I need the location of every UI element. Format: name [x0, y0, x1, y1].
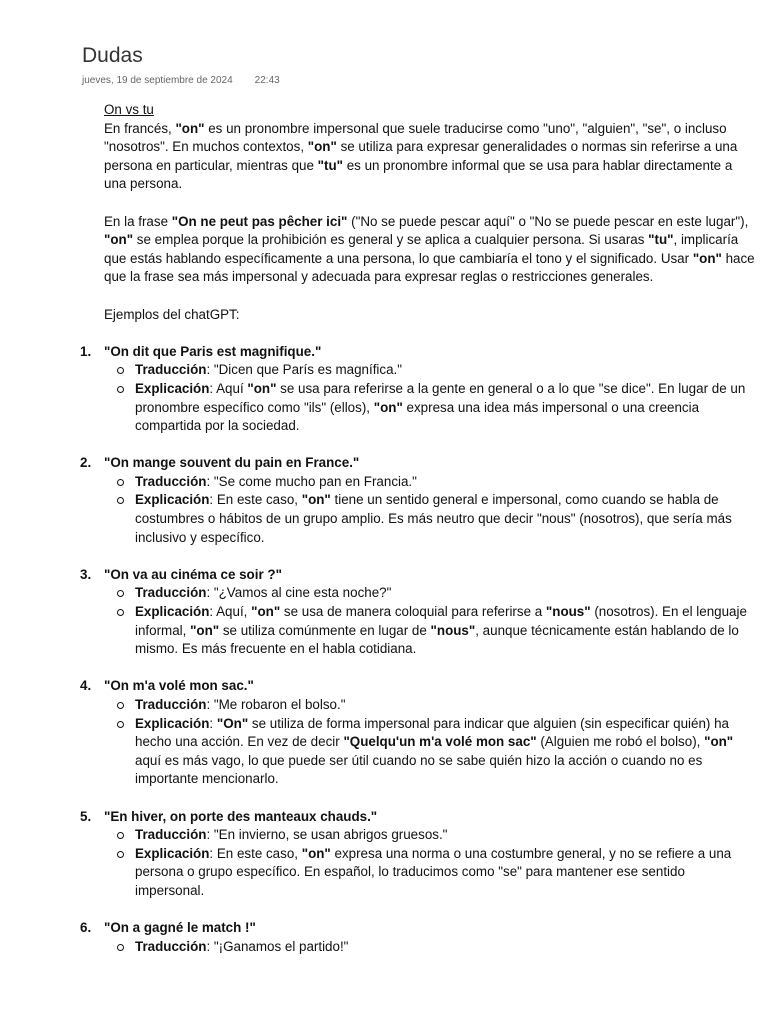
example-detail: [104, 491, 756, 547]
text-run: expresa una idea más impersonal o una creencia compartida por la sociedad.: [135, 399, 700, 434]
hollow-bullet-icon: [117, 497, 124, 504]
text-run: ("No se puede pescar aquí" o "No se puede pescar en este lugar"),: [347, 213, 749, 229]
bold-text: "on": [301, 492, 331, 508]
bold-text: "On ne peut pas pêcher ici": [171, 213, 348, 229]
hollow-bullet-icon: [117, 479, 124, 486]
bold-text: "on": [247, 380, 277, 396]
text-run: es un pronombre impersonal que suele traducirse como "uno", "alguien", "se", o incluso "nosotros". En muchos contextos,: [104, 120, 727, 155]
hollow-bullet-icon: [117, 386, 124, 393]
bold-text: "tu": [648, 232, 674, 248]
examples-list: [80, 343, 756, 957]
text-run: aquí es más vago, lo que puede ser útil cuando no se sabe quién hizo la acción o cuando no es importante mencionarlo.: [135, 752, 703, 787]
text-run: tiene un sentido general e impersonal, como cuando se habla de costumbres o hábitos de un grupo amplio. Es más neutro que decir "nous" (nosotros), que sería más inclusivo y específico.: [135, 492, 732, 545]
example-phrase: "On a gagné le match !": [104, 920, 256, 936]
hollow-bullet-icon: [117, 590, 124, 597]
text-run: se utiliza comúnmente en lugar de: [219, 622, 431, 638]
spacer: [104, 324, 756, 343]
example-item: [80, 677, 756, 789]
example-detail: [104, 938, 756, 957]
example-item: [80, 454, 756, 547]
example-item: [80, 566, 756, 659]
example-heading: [80, 454, 756, 473]
example-phrase: "On va au cinéma ce soir ?": [104, 566, 282, 582]
text-run: (nosotros). En el lenguaje informal,: [135, 604, 747, 638]
example-number: 1.: [80, 343, 92, 359]
example-heading: [80, 919, 756, 938]
text-run: En la frase: [104, 213, 172, 229]
spacer: [104, 789, 756, 808]
example-number: 2.: [80, 455, 92, 471]
example-heading: [80, 343, 756, 362]
examples-intro: Ejemplos del chatGPT:: [104, 306, 240, 322]
hollow-bullet-icon: [117, 832, 124, 839]
example-heading: [80, 808, 756, 827]
spacer: [104, 547, 756, 566]
bold-text: Explicación: [135, 845, 210, 861]
bold-text: Traducción: [135, 585, 207, 601]
note-time: 22:43: [254, 75, 280, 86]
bold-text: "on": [175, 120, 205, 136]
example-number: 5.: [80, 808, 92, 824]
bold-text: Explicación: [135, 715, 210, 731]
spacer: [104, 194, 756, 213]
example-heading: [80, 566, 756, 585]
example-item: [80, 343, 756, 436]
example-phrase: "En hiver, on porte des manteaux chauds.": [104, 808, 378, 824]
bold-text: "nous": [545, 604, 591, 620]
bold-text: Traducción: [135, 827, 207, 843]
example-detail: [104, 361, 756, 380]
bold-text: "On": [216, 715, 249, 731]
example-phrase: "On mange souvent du pain en France.": [104, 455, 360, 471]
example-item: [80, 919, 756, 956]
bold-text: "on": [190, 622, 220, 638]
bold-text: "on": [251, 604, 281, 620]
text-run: se utiliza de forma impersonal para indicar que alguien (sin especificar quién) ha hecho una acción. En vez de decir: [135, 715, 730, 750]
text-run: : "¡Ganamos el partido!": [206, 938, 349, 954]
bold-text: Traducción: [135, 362, 207, 378]
text-run: (Alguien me robó el bolso),: [536, 734, 705, 750]
example-detail: [104, 696, 756, 715]
text-run: se usa para referirse a la gente en general o a lo que "se dice". En lugar de un pronombre específico como "ils" (ellos),: [135, 380, 746, 415]
text-run: : "Me robaron el bolso.": [206, 697, 346, 712]
hollow-bullet-icon: [117, 702, 124, 709]
example-phrase: "On dit que Paris est magnifique.": [104, 343, 322, 359]
paragraph-2: [104, 213, 756, 287]
hollow-bullet-icon: [117, 367, 124, 374]
spacer: [104, 287, 756, 306]
example-item: [80, 808, 756, 901]
hollow-bullet-icon: [117, 851, 124, 858]
bold-text: Traducción: [135, 473, 207, 489]
example-number: 6.: [80, 920, 92, 936]
example-detail: [104, 826, 756, 845]
text-run: se emplea porque la prohibición es general y se aplica a cualquier persona. Si usaras: [133, 232, 649, 248]
text-run: : "Se come mucho pan en Francia.": [206, 473, 417, 489]
example-number: 3.: [80, 566, 92, 582]
text-run: se usa de manera coloquial para referirse a: [280, 604, 546, 620]
spacer: [104, 659, 756, 678]
spacer: [104, 901, 756, 920]
example-detail: [104, 715, 756, 789]
text-run: : Aquí,: [209, 604, 252, 620]
text-run: , aunque técnicamente están hablando de lo mismo. Es más frecuente en el habla cotidiana.: [135, 622, 739, 657]
paragraph-1: [104, 120, 756, 194]
bold-text: Explicación: [135, 492, 210, 508]
text-run: : "Dicen que París es magnífica.": [206, 362, 403, 378]
example-heading: [80, 677, 756, 696]
text-run: : En este caso,: [209, 845, 302, 861]
bold-text: "on": [692, 250, 722, 266]
text-run: hace que la frase sea más impersonal y adecuada para expresar reglas o restricciones generales.: [104, 250, 755, 285]
bold-text: "on": [373, 399, 403, 415]
text-run: En francés,: [104, 120, 176, 136]
text-run: : Aquí: [209, 380, 248, 396]
bold-text: "on": [307, 139, 337, 155]
section-subtitle: On vs tu: [104, 102, 154, 117]
hollow-bullet-icon: [117, 609, 124, 616]
text-run: : En este caso,: [209, 492, 302, 508]
example-detail: [104, 845, 756, 901]
bold-text: Explicación: [135, 380, 210, 396]
text-run: , implicaría que estás hablando específicamente a una persona, lo que cambiaría el tono y el significado. Usar: [104, 232, 739, 266]
bold-text: Explicación: [135, 604, 210, 620]
text-run: expresa una norma o una costumbre general, y no se refiere a una persona o grupo específico. En español, lo traducimos como "se" para mantener ese sentido impersonal.: [135, 845, 732, 898]
bold-text: Traducción: [135, 697, 207, 712]
bold-text: "Quelqu'un m'a volé mon sac": [343, 734, 537, 750]
example-phrase: "On m'a volé mon sac.": [104, 678, 254, 694]
bold-text: Traducción: [135, 938, 207, 954]
hollow-bullet-icon: [117, 721, 124, 728]
example-detail: [104, 380, 756, 436]
text-run: es un pronombre informal que se usa para hablar directamente a una persona.: [104, 157, 733, 192]
bold-text: "on": [301, 845, 331, 861]
note-timestamp: [82, 75, 280, 86]
example-detail: [104, 603, 756, 659]
text-run: :: [209, 715, 217, 731]
page-title: Dudas: [82, 44, 143, 67]
bold-text: "on": [104, 232, 134, 248]
text-run: : "¿Vamos al cine esta noche?": [206, 585, 392, 601]
spacer: [104, 436, 756, 455]
bold-text: "tu": [317, 157, 343, 173]
example-detail: [104, 473, 756, 492]
text-run: se utiliza para expresar generalidades o normas sin referirse a una persona en particular, mientras que: [104, 139, 738, 173]
example-detail: [104, 584, 756, 603]
note-body: [80, 101, 756, 956]
example-number: 4.: [80, 678, 92, 694]
hollow-bullet-icon: [117, 944, 124, 951]
text-run: : "En invierno, se usan abrigos gruesos.": [206, 827, 448, 843]
bold-text: "on": [704, 734, 734, 750]
note-date: jueves, 19 de septiembre de 2024: [82, 75, 233, 86]
bold-text: "nous": [430, 622, 476, 638]
